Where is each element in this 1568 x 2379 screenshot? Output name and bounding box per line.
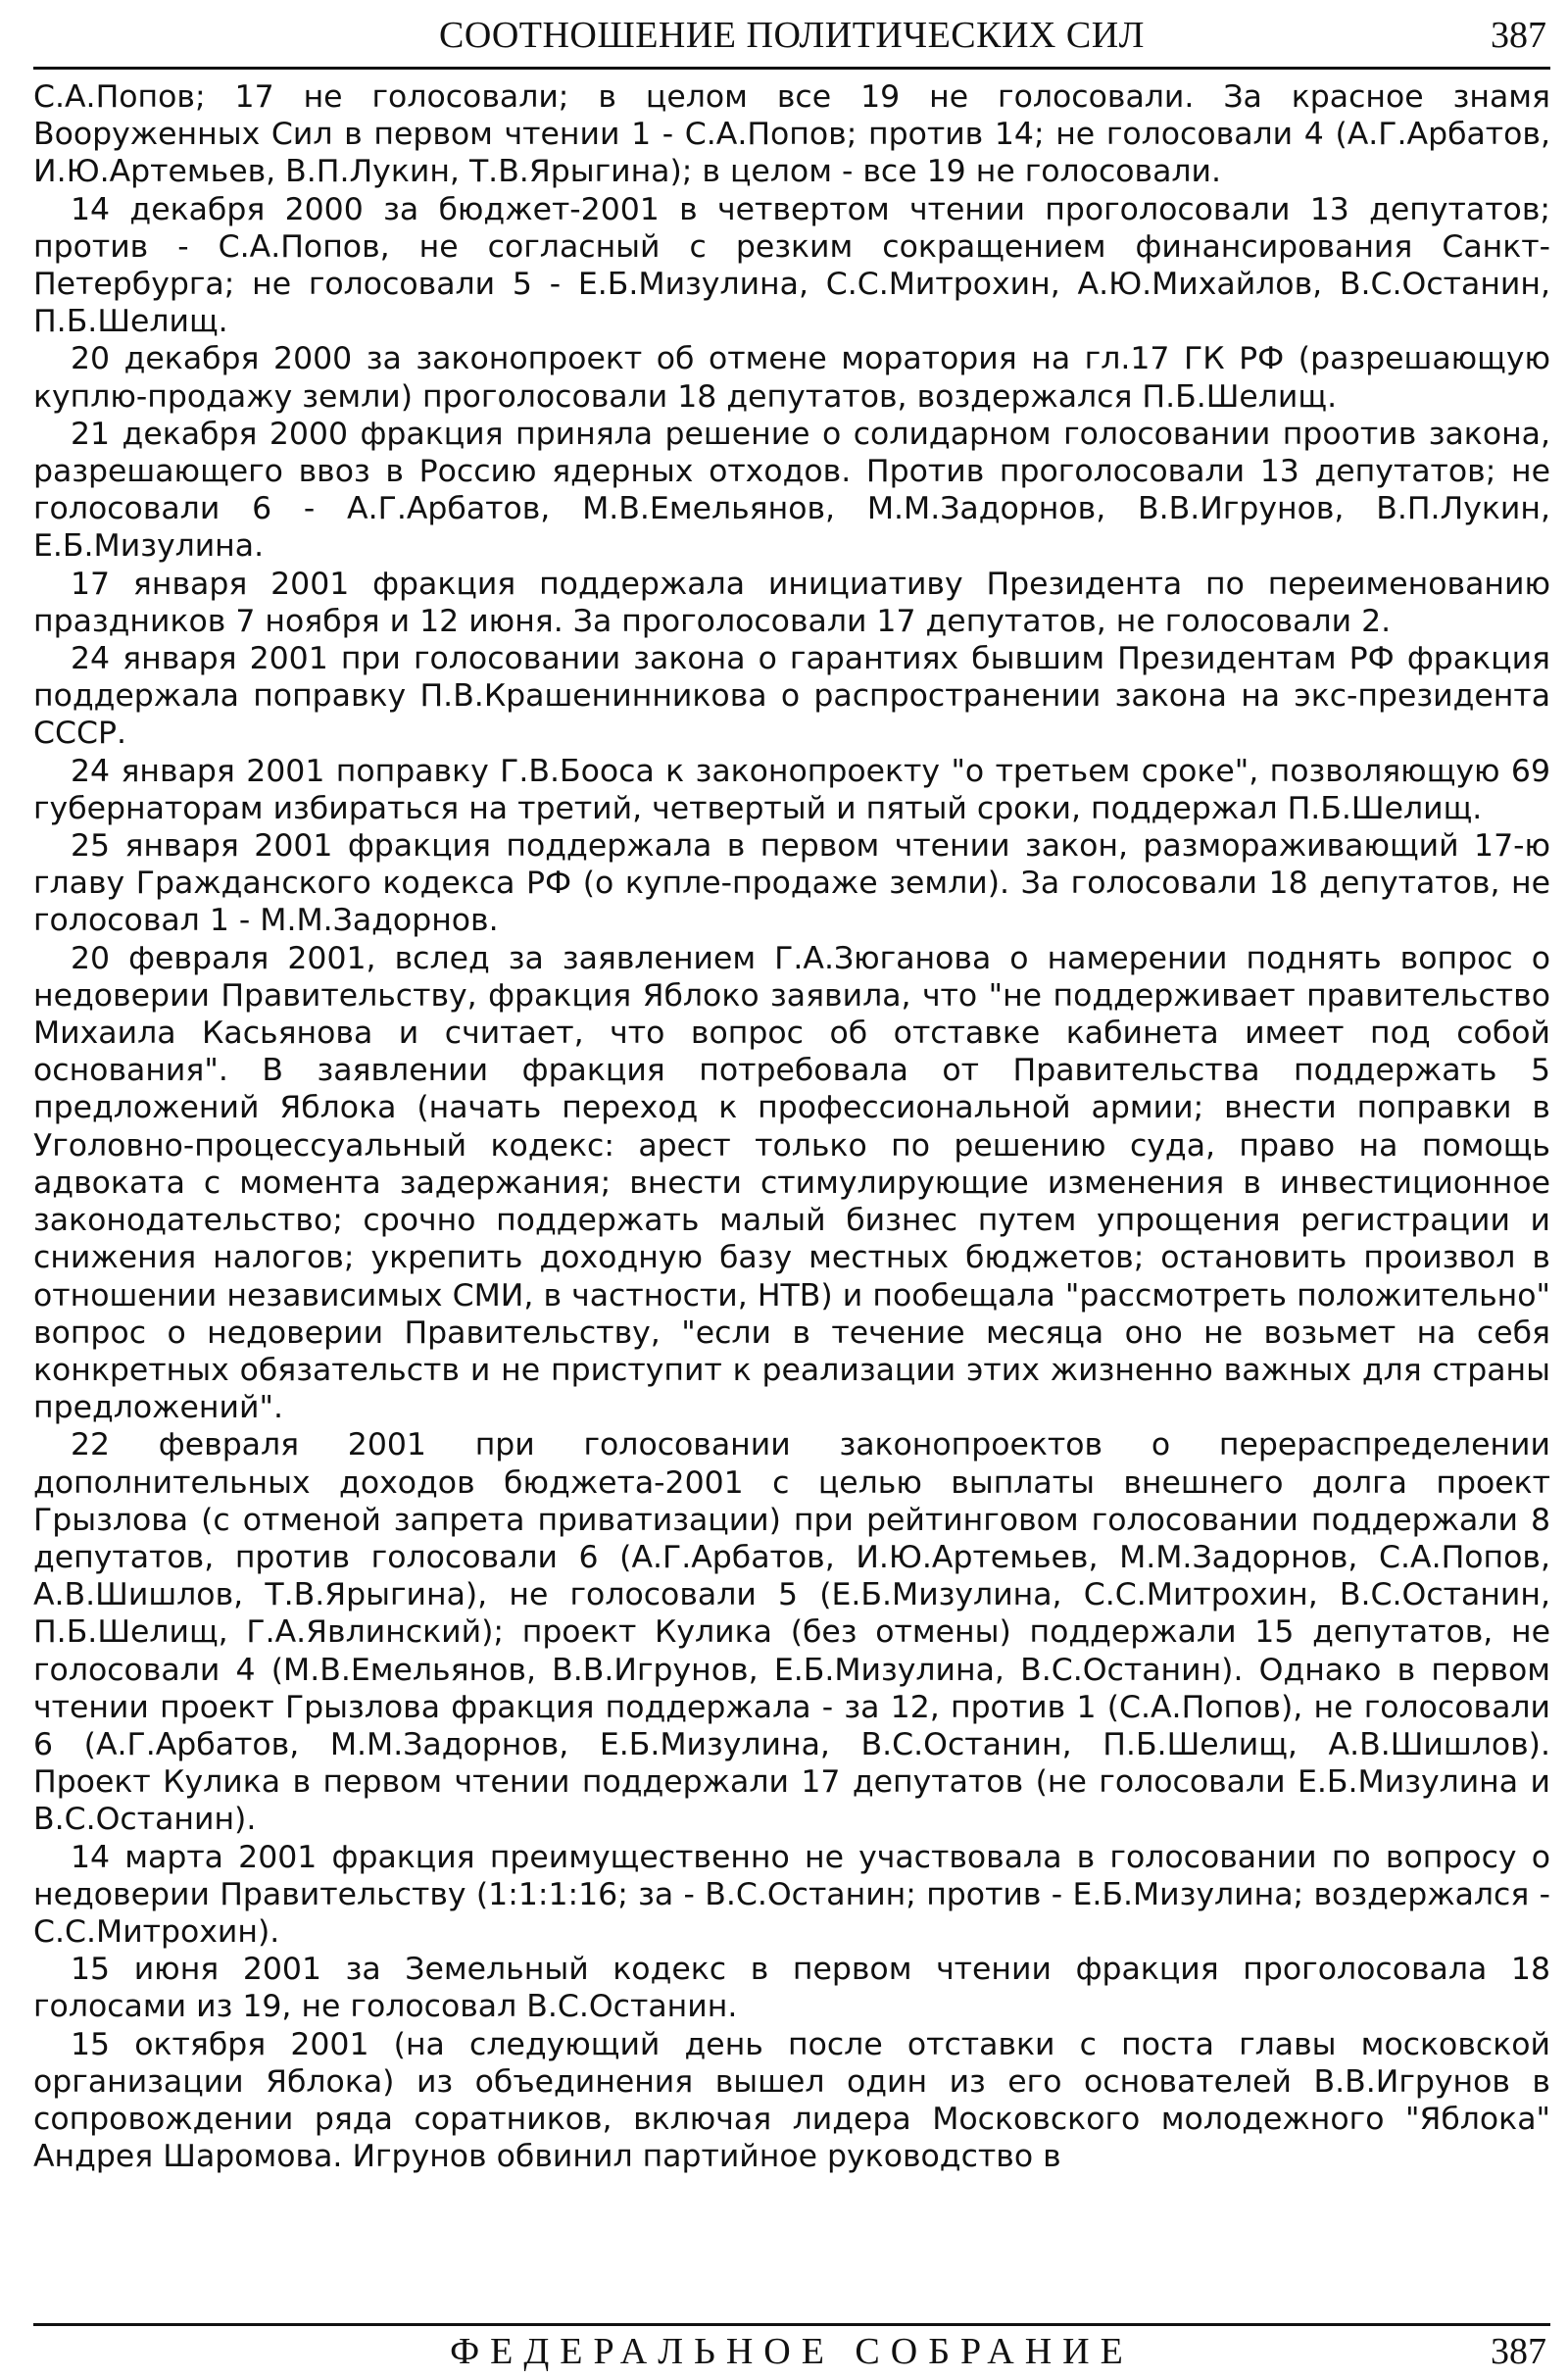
paragraph: 14 декабря 2000 за бюджет-2001 в четвертом чтении проголосовали 13 депутатов; против - С.А.Попов, не согласный с резким сокращением финансирования Санкт-Петербурга; не голосовали 5 - Е.Б.Мизулина, С.С.Митрохин, А.Ю.Михайлов, В.С.Останин, П.Б.Шелищ. [33, 191, 1550, 340]
running-footer [33, 2323, 1550, 2377]
paragraph: 20 февраля 2001, вслед за заявлением Г.А.Зюганова о намерении поднять вопрос о недоверии Правительству, фракция Яблоко заявила, что "не поддерживает правительство Михаила Касьянова и считает, что вопрос об отставке кабинета имеет под собой основания". В заявлении фракция потребовала от Правительства поддержать 5 предложений Яблока (начать переход к профессиональной армии; внести поправки в Уголовно-процессуальный кодекс: арест только по решению суда, право на помощь адвоката с момента задержания; внести стимулирующие изменения в инвестиционное законодательство; срочно поддержать малый бизнес путем упрощения регистрации и снижения налогов; укрепить доходную базу местных бюджетов; остановить произвол в отношении независимых СМИ, в частности, НТВ) и пообещала "рассмотреть положительно" вопрос о недоверии Правительству, "если в течение месяца оно не возьмет на себя конкретных обязательств и не приступит к реализации этих жизненно важных для страны предложений". [33, 940, 1550, 1426]
body-text [33, 78, 1550, 2175]
paragraph: 15 октября 2001 (на следующий день после отставки с поста главы московской организации Яблока) из объединения вышел один из его основателей В.В.Игрунов в сопровождении ряда соратников, включая лидера Московского молодежного "Яблока" Андрея Шаромова. Игрунов обвинил партийное руководство в [33, 2026, 1550, 2175]
paragraph: 20 декабря 2000 за законопроект об отмене моратория на гл.17 ГК РФ (разрешающую куплю-продажу земли) проголосовали 18 депутатов, воздержался П.Б.Шелищ. [33, 341, 1550, 415]
footer-page-number: 387 [1491, 2331, 1546, 2372]
paragraph: 25 января 2001 фракция поддержала в первом чтении закон, размораживающий 17-ю главу Гражданского кодекса РФ (о купле-продаже земли). За голосовали 18 депутатов, не голосовал 1 - М.М.Задорнов. [33, 828, 1550, 939]
header-title: СООТНОШЕНИЕ ПОЛИТИЧЕСКИХ СИЛ [439, 15, 1145, 56]
running-header [33, 8, 1550, 70]
paragraph: 14 марта 2001 фракция преимущественно не участвовала в голосовании по вопросу о недоверии Правительству (1:1:1:16; за - В.С.Останин; против - Е.Б.Мизулина; воздержался - С.С.Митрохин). [33, 1839, 1550, 1950]
footer-title: ФЕДЕРАЛЬНОЕ СОБРАНИЕ [450, 2331, 1134, 2372]
paragraph: 15 июня 2001 за Земельный кодекс в первом чтении фракция проголосовала 18 голосами из 19, не голосовал В.С.Останин. [33, 1952, 1550, 2025]
header-page-number: 387 [1491, 15, 1546, 56]
paragraph: 24 января 2001 при голосовании закона о гарантиях бывшим Президентам РФ фракция поддержала поправку П.В.Крашенинникова о распространении закона на экс-президента СССР. [33, 641, 1550, 752]
paragraph: 24 января 2001 поправку Г.В.Бооса к законопроекту "о третьем сроке", позволяющую 69 губернаторам избираться на третий, четвертый и пятый сроки, поддержал П.Б.Шелищ. [33, 753, 1550, 826]
paragraph: 17 января 2001 фракция поддержала инициативу Президента по переименованию праздников 7 ноября и 12 июня. За проголосовали 17 депутатов, не голосовали 2. [33, 566, 1550, 639]
paragraph: 22 февраля 2001 при голосовании законопроектов о перераспределении дополнительных доходов бюджета-2001 с целью выплаты внешнего долга проект Грызлова (с отменой запрета приватизации) при рейтинговом голосовании поддержали 8 депутатов, против голосовали 6 (А.Г.Арбатов, И.Ю.Артемьев, М.М.Задорнов, С.А.Попов, А.В.Шишлов, Т.В.Ярыгина), не голосовали 5 (Е.Б.Мизулина, С.С.Митрохин, В.С.Останин, П.Б.Шелищ, Г.А.Явлинский); проект Кулика (без отмены) поддержали 15 депутатов, не голосовали 4 (М.В.Емельянов, В.В.Игрунов, Е.Б.Мизулина, В.С.Останин). Однако в первом чтении проект Грызлова фракция поддержала - за 12, против 1 (С.А.Попов), не голосовали 6 (А.Г.Арбатов, М.М.Задорнов, Е.Б.Мизулина, В.С.Останин, П.Б.Шелищ, А.В.Шишлов). Проект Кулика в первом чтении поддержали 17 депутатов (не голосовали Е.Б.Мизулина и В.С.Останин). [33, 1427, 1550, 1838]
paragraph: 21 декабря 2000 фракция приняла решение о солидарном голосовании проотив закона, разрешающего ввоз в Россию ядерных отходов. Против проголосовали 13 депутатов; не голосовали 6 - А.Г.Арбатов, М.В.Емельянов, М.М.Задорнов, В.В.Игрунов, В.П.Лукин, Е.Б.Мизулина. [33, 416, 1550, 565]
paragraph-continued: С.А.Попов; 17 не голосовали; в целом все 19 не голосовали. За красное знамя Вооруженных Сил в первом чтении 1 - С.А.Попов; против 14; не голосовали 4 (А.Г.Арбатов, И.Ю.Артемьев, В.П.Лукин, Т.В.Ярыгина); в целом - все 19 не голосовали. [33, 79, 1550, 190]
